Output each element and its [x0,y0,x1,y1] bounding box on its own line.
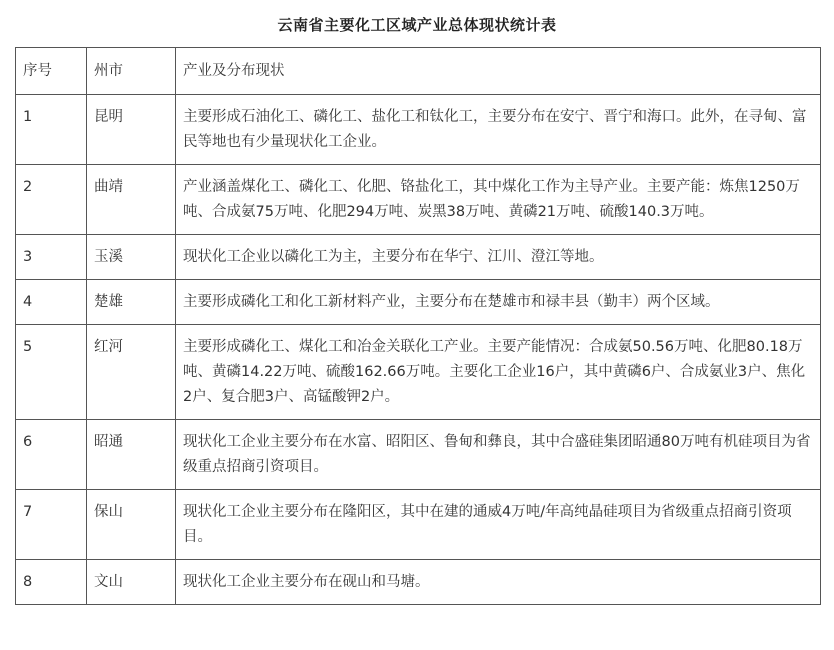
table-row [16,490,821,560]
cell-description: 现状化工企业主要分布在水富、昭阳区、鲁甸和彝良，其中合盛硅集团昭通80万吨有机硅项目为省级重点招商引资项目。 [176,420,821,490]
cell-no: 6 [16,420,87,490]
cell-description: 现状化工企业主要分布在砚山和马塘。 [176,560,821,605]
cell-no: 7 [16,490,87,560]
table-row [16,235,821,280]
cell-city: 曲靖 [87,165,176,235]
cell-city: 红河 [87,325,176,420]
cell-no: 4 [16,280,87,325]
table-row [16,420,821,490]
cell-city: 文山 [87,560,176,605]
cell-no: 1 [16,95,87,165]
cell-city: 保山 [87,490,176,560]
cell-no: 5 [16,325,87,420]
cell-description: 产业涵盖煤化工、磷化工、化肥、铬盐化工，其中煤化工作为主导产业。主要产能：炼焦1250万吨、合成氨75万吨、化肥294万吨、炭黑38万吨、黄磷21万吨、硫酸140.3万吨。 [176,165,821,235]
table-header-row [16,48,821,95]
header-no: 序号 [16,48,87,95]
cell-city: 昆明 [87,95,176,165]
table-title: 云南省主要化工区域产业总体现状统计表 [277,16,557,34]
cell-city: 楚雄 [87,280,176,325]
header-description: 产业及分布现状 [176,48,821,95]
cell-description: 现状化工企业主要分布在隆阳区，其中在建的通威4万吨/年高纯晶硅项目为省级重点招商引资项目。 [176,490,821,560]
table-row [16,165,821,235]
cell-description: 主要形成磷化工和化工新材料产业，主要分布在楚雄市和禄丰县（勤丰）两个区域。 [176,280,821,325]
stats-table [15,47,821,605]
cell-no: 3 [16,235,87,280]
cell-description: 现状化工企业以磷化工为主，主要分布在华宁、江川、澄江等地。 [176,235,821,280]
table-row [16,325,821,420]
cell-description: 主要形成石油化工、磷化工、盐化工和钛化工，主要分布在安宁、晋宁和海口。此外，在寻甸、富民等地也有少量现状化工企业。 [176,95,821,165]
cell-no: 2 [16,165,87,235]
cell-description: 主要形成磷化工、煤化工和冶金关联化工产业。主要产能情况：合成氨50.56万吨、化肥80.18万吨、黄磷14.22万吨、硫酸162.66万吨。主要化工企业16户，其中黄磷6户、合成氨业3户、焦化2户、复合肥3户、高锰酸钾2户。 [176,325,821,420]
cell-city: 玉溪 [87,235,176,280]
table-row [16,560,821,605]
table-row [16,280,821,325]
table-row [16,95,821,165]
header-city: 州市 [87,48,176,95]
cell-city: 昭通 [87,420,176,490]
cell-no: 8 [16,560,87,605]
